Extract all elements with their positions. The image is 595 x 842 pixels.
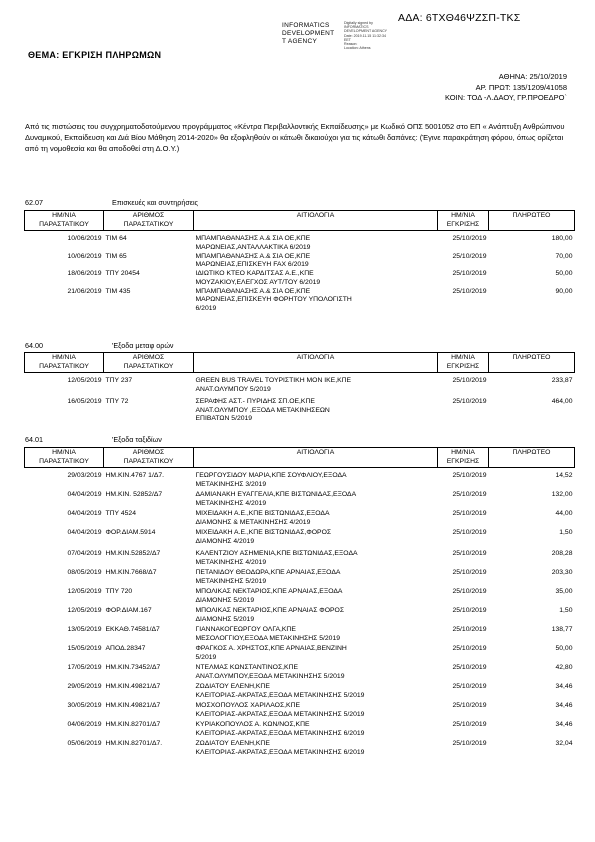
approval-date: 25/10/2019 bbox=[452, 491, 487, 498]
table-row bbox=[25, 529, 575, 550]
approval-date: 25/10/2019 bbox=[452, 664, 487, 671]
col-amount: ΠΛΗΡΩΤΕΟ bbox=[489, 211, 575, 231]
doc-date: 10/06/2019 bbox=[67, 235, 102, 242]
amount: 50,00 bbox=[555, 645, 573, 652]
approval-date: 25/10/2019 bbox=[452, 588, 487, 595]
place-date: ΑΘΗΝΑ: 25/10/2019 bbox=[498, 72, 567, 81]
doc-number: ΕΚΚΑΘ.74581/Δ7 bbox=[105, 626, 160, 633]
amount: 203,30 bbox=[551, 569, 573, 576]
amount: 1,50 bbox=[559, 607, 573, 614]
amount: 70,00 bbox=[555, 252, 573, 260]
description: ΓΕΩΡΓΟΥΣΙΔΟΥ ΜΑΡΙΑ,ΚΠΕ ΣΟΥΦΛΙΟΥ,ΕΞΟΔΑ ΜΕΤΑΚΙΝΗΣΗΣ 3/2019 bbox=[195, 472, 347, 488]
approval-date: 25/10/2019 bbox=[452, 550, 487, 557]
description: ΖΩΔΙΑΤΟΥ ΕΛΕΝΗ,ΚΠΕ ΚΛΕΙΤΟΡΙΑΣ-ΑΚΡΑΤΑΣ,ΕΞΟΔΑ ΜΕΤΑΚΙΝΗΣΗΣ 5/2019 bbox=[195, 683, 365, 699]
protocol-number: ΑΡ. ΠΡΩΤ: 135/1209/41058 bbox=[475, 82, 567, 92]
col-doc-date: ΗΜ/ΝΙΑ ΠΑΡΑΣΤΑΤΙΚΟΥ bbox=[25, 211, 104, 231]
description: ΜΠΟΛΙΚΑΣ ΝΕΚΤΑΡΙΟΣ,ΚΠΕ ΑΡΝΑΙΑΣ,ΕΞΟΔΑ ΔΙΑΜΟΝΗΣ 5/2019 bbox=[195, 588, 343, 604]
payments-table bbox=[24, 210, 575, 313]
doc-date: 04/04/2019 bbox=[67, 529, 102, 536]
doc-number: ΤΙΜ 65 bbox=[105, 252, 127, 260]
amount: 34,46 bbox=[555, 702, 573, 709]
description: ΜΠΟΛΙΚΑΣ ΝΕΚΤΑΡΙΟΣ,ΚΠΕ ΑΡΝΑΙΑΣ ΦΟΡΟΣ ΔΙΑΜΟΝΗΣ 5/2019 bbox=[195, 607, 345, 623]
amount: 180,00 bbox=[551, 235, 573, 242]
table-row bbox=[25, 491, 575, 510]
doc-number: ΦΟΡ.ΔΙΑΜ.5914 bbox=[105, 529, 156, 536]
table-row bbox=[25, 588, 575, 607]
approval-date: 25/10/2019 bbox=[452, 235, 487, 242]
approval-date: 25/10/2019 bbox=[452, 702, 487, 709]
approval-date: 25/10/2019 bbox=[452, 510, 487, 517]
approval-date: 25/10/2019 bbox=[452, 683, 487, 690]
doc-number: ΤΙΜ 435 bbox=[105, 287, 131, 295]
table-row bbox=[25, 626, 575, 645]
col-approval-date: ΗΜ/ΝΙΑ ΕΓΚΡΙΣΗΣ bbox=[438, 448, 489, 468]
section-title: 'Εξοδα μεταφ ορών bbox=[112, 341, 174, 350]
ada-code: ΑΔΑ: 6ΤΧΘ46ΨΖΣΠ-ΤΚΣ bbox=[398, 12, 521, 24]
doc-date: 05/06/2019 bbox=[67, 740, 102, 747]
doc-date: 29/03/2019 bbox=[67, 472, 102, 479]
table-row bbox=[25, 377, 575, 398]
doc-date: 07/04/2019 bbox=[67, 550, 102, 557]
description: ΔΑΜΙΑΝΑΚΗ ΕΥΑΓΓΕΛΙΑ,ΚΠΕ ΒΙΣΤΩΝΙΔΑΣ,ΕΞΟΔΑ ΜΕΤΑΚΙΝΗΣΗΣ 4/2019 bbox=[195, 491, 357, 507]
doc-number: ΤΠΥ 4524 bbox=[105, 510, 136, 517]
section-code: 62.07 bbox=[25, 198, 43, 207]
description: ΝΤΕΛΜΑΣ ΚΩΝΣΤΑΝΤΙΝΟΣ,ΚΠΕ ΑΝΑΤ.ΟΛΥΜΠΟΥ,ΕΞΟΔΑ ΜΕΤΑΚΙΝΗΣΗΣ 5/2019 bbox=[195, 664, 345, 680]
col-doc-number: ΑΡΙΘΜΟΣ ΠΑΡΑΣΤΑΤΙΚΟΥ bbox=[104, 211, 194, 231]
description: ΜΟΣΧΟΠΟΥΛΟΣ ΧΑΡΙΛΑΟΣ,ΚΠΕ ΚΛΕΙΤΟΡΙΑΣ-ΑΚΡΑΤΑΣ,ΕΞΟΔΑ ΜΕΤΑΚΙΝΗΣΗΣ 5/2019 bbox=[195, 702, 365, 718]
approval-date: 25/10/2019 bbox=[452, 626, 487, 633]
table-row bbox=[25, 569, 575, 588]
doc-date: 30/05/2019 bbox=[67, 702, 102, 709]
description: ΖΩΔΙΑΤΟΥ ΕΛΕΝΗ,ΚΠΕ ΚΛΕΙΤΟΡΙΑΣ-ΑΚΡΑΤΑΣ,ΕΞΟΔΑ ΜΕΤΑΚΙΝΗΣΗΣ 6/2019 bbox=[195, 740, 365, 756]
description: ΠΕΤΑΝΙΔΟΥ ΘΕΟΔΩΡΑ,ΚΠΕ ΑΡΝΑΙΑΣ,ΕΞΟΔΑ ΜΕΤΑΚΙΝΗΣΗΣ 5/2019 bbox=[195, 569, 341, 585]
doc-number: ΤΠΥ 237 bbox=[105, 377, 133, 384]
description: ΜΙΧΕΙΔΑΚΗ Α.Ε.,ΚΠΕ ΒΙΣΤΩΝΙΔΑΣ,ΦΟΡΟΣ ΔΙΑΜΟΝΗΣ 4/2019 bbox=[195, 529, 332, 545]
col-approval-date: ΗΜ/ΝΙΑ ΕΓΚΡΙΣΗΣ bbox=[438, 353, 489, 373]
col-doc-number: ΑΡΙΘΜΟΣ ΠΑΡΑΣΤΑΤΙΚΟΥ bbox=[104, 448, 194, 468]
intro-paragraph: Από τις πιστώσεις του συγχρηματοδοτούμενου προγράμματος «Κέντρα Περιβαλλοντικής Εκπαίδευσης» με Κωδικό ΟΠΣ 5001052 στο ΕΠ « Ανάπτυξη Ανθρώπινου Δυναμικού, Εκπαίδευση και Διά Βίου Μάθηση 2014-2020» θα εξοφληθούν οι κάτωθι δικαιούχοι για τις κάτωθι δαπάνες: (Έγινε παρακράτηση φόρου, όπως ορίζεται από τη νομοθεσία και θα αποδοθεί στη Δ.Ο.Υ.) bbox=[25, 122, 565, 153]
doc-number: ΤΙΜ 64 bbox=[105, 235, 127, 242]
table-row bbox=[25, 740, 575, 759]
approval-date: 25/10/2019 bbox=[452, 398, 487, 405]
table-row bbox=[25, 550, 575, 569]
signature-details bbox=[344, 21, 387, 50]
table-row bbox=[25, 645, 575, 664]
amount: 44,00 bbox=[555, 510, 573, 517]
description: ΜΠΑΜΠΑΘΑΝΑΣΗΣ Α.& ΣΙΑ ΟΕ,ΚΠΕ ΜΑΡΩΝΕΙΑΣ,ΕΠΙΣΚΕΥΗ FAX 6/2019 bbox=[195, 252, 311, 269]
doc-date: 08/05/2019 bbox=[67, 569, 102, 576]
col-description: ΑΙΤΙΟΛΟΓΙΑ bbox=[194, 353, 438, 373]
doc-date: 12/05/2019 bbox=[67, 377, 102, 384]
agency-line: DEVELOPMENT bbox=[282, 30, 335, 37]
description: ΙΔΙΩΤΙΚΟ ΚΤΕΟ ΚΑΡΔΙΤΣΑΣ Α.Ε.,ΚΠΕ ΜΟΥΖΑΚΙΟΥ,ΕΛΕΓΧΟΣ ΑΥΤ/ΤΟΥ 6/2019 bbox=[195, 270, 321, 286]
description: ΚΥΡΙΑΚΟΠΟΥΛΟΣ Α. ΚΩΝ/ΝΟΣ,ΚΠΕ ΚΛΕΙΤΟΡΙΑΣ-ΑΚΡΑΤΑΣ,ΕΞΟΔΑ ΜΕΤΑΚΙΝΗΣΗΣ 6/2019 bbox=[195, 721, 365, 737]
doc-date: 12/05/2019 bbox=[67, 607, 102, 614]
doc-number: ΗΜ.ΚΙΝ.49821/Δ7 bbox=[105, 702, 161, 709]
approval-date: 25/10/2019 bbox=[452, 287, 487, 295]
doc-number: ΤΠΥ 720 bbox=[105, 588, 133, 595]
table-row bbox=[25, 253, 575, 271]
amount: 90,00 bbox=[555, 287, 573, 295]
section-title: Επισκευές και συντηρήσεις bbox=[112, 198, 199, 207]
approval-date: 25/10/2019 bbox=[452, 529, 487, 536]
doc-number: ΗΜ.ΚΙΝ.82701/Δ7. bbox=[105, 740, 163, 747]
col-doc-number: ΑΡΙΘΜΟΣ ΠΑΡΑΣΤΑΤΙΚΟΥ bbox=[104, 353, 194, 373]
table-row bbox=[25, 472, 575, 491]
amount: 208,28 bbox=[551, 550, 573, 557]
description: ΜΙΧΕΙΔΑΚΗ Α.Ε.,ΚΠΕ ΒΙΣΤΩΝΙΔΑΣ,ΕΞΟΔΑ ΔΙΑΜΟΝΗΣ & ΜΕΤΑΚΙΝΗΣΗΣ 4/2019 bbox=[195, 510, 330, 526]
signature-detail-line: Date: 2019.11.15 11:32:34 bbox=[344, 33, 387, 38]
doc-number: ΤΠΥ 72 bbox=[105, 398, 129, 405]
table-row bbox=[25, 235, 575, 253]
col-approval-date: ΗΜ/ΝΙΑ ΕΓΚΡΙΣΗΣ bbox=[438, 211, 489, 231]
signature-detail-line: DEVELOPMENT AGENCY bbox=[344, 29, 388, 34]
table-row bbox=[25, 664, 575, 683]
doc-number: ΗΜ.ΚΙΝ.7668/Δ7 bbox=[105, 569, 157, 576]
payments-table bbox=[24, 447, 575, 759]
signature-detail-line: INFORMATICS bbox=[344, 25, 369, 30]
description: ΚΑΛΕΝΤΖΙΟΥ ΑΣΗΜΕΝΙΑ,ΚΠΕ ΒΙΣΤΩΝΙΔΑΣ,ΕΞΟΔΑ ΜΕΤΑΚΙΝΗΣΗΣ 4/2019 bbox=[195, 550, 358, 566]
doc-date: 04/04/2019 bbox=[67, 491, 102, 498]
doc-number: ΑΠΟΔ.28347 bbox=[105, 645, 146, 652]
amount: 14,52 bbox=[555, 472, 573, 479]
col-amount: ΠΛΗΡΩΤΕΟ bbox=[489, 448, 575, 468]
section-code: 64.01 bbox=[25, 435, 43, 444]
amount: 1,50 bbox=[559, 529, 573, 536]
approval-date: 25/10/2019 bbox=[452, 740, 487, 747]
signature-detail-line: Reason: bbox=[344, 42, 358, 47]
description: ΣΕΡΑΦΗΣ ΑΣΤ.- ΠΥΡΙΔΗΣ ΣΠ.ΟΕ,ΚΠΕ ΑΝΑΤ.ΟΛΥΜΠΟΥ ,ΕΞΟΔΑ ΜΕΤΑΚΙΝΗΣΕΩΝ ΕΠΙΒΑΤΩΝ 5/2019 bbox=[195, 398, 330, 423]
description: GREEN BUS TRAVEL ΤΟΥΡΙΣΤΙΚΗ ΜΟΝ ΙΚΕ,ΚΠΕ ΑΝΑΤ.ΟΛΥΜΠΟΥ 5/2019 bbox=[195, 377, 352, 393]
doc-date: 13/05/2019 bbox=[67, 626, 102, 633]
document-meta bbox=[445, 72, 567, 104]
doc-date: 12/05/2019 bbox=[67, 588, 102, 595]
doc-number: ΗΜ.ΚΙΝ.52852/Δ7 bbox=[105, 550, 161, 557]
description: ΓΙΑΝΝΑΚΟΓΕΩΡΓΟΥ ΟΛΓΑ,ΚΠΕ ΜΕΣΟΛΟΓΓΙΟΥ,ΕΞΟΔΑ ΜΕΤΑΚΙΝΗΣΗΣ 5/2019 bbox=[195, 626, 341, 642]
col-doc-date: ΗΜ/ΝΙΑ ΠΑΡΑΣΤΑΤΙΚΟΥ bbox=[25, 353, 104, 373]
table-row bbox=[25, 288, 575, 314]
doc-number: ΤΠΥ 20454 bbox=[105, 270, 140, 277]
col-doc-date: ΗΜ/ΝΙΑ ΠΑΡΑΣΤΑΤΙΚΟΥ bbox=[25, 448, 104, 468]
amount: 464,00 bbox=[551, 398, 573, 405]
doc-number: ΗΜ.ΚΙΝ.49821/Δ7 bbox=[105, 683, 161, 690]
approval-date: 25/10/2019 bbox=[452, 377, 487, 384]
approval-date: 25/10/2019 bbox=[452, 252, 487, 260]
table-row bbox=[25, 398, 575, 424]
doc-number: ΦΟΡ.ΔΙΑΜ.167 bbox=[105, 607, 152, 614]
col-description: ΑΙΤΙΟΛΟΓΙΑ bbox=[194, 211, 438, 231]
amount: 34,46 bbox=[555, 721, 573, 728]
section-title: 'Εξοδα ταξιδίων bbox=[112, 435, 162, 444]
amount: 50,00 bbox=[555, 270, 573, 277]
table-row bbox=[25, 702, 575, 721]
table-row bbox=[25, 607, 575, 626]
agency-line: T AGENCY bbox=[282, 38, 318, 45]
table-row bbox=[25, 721, 575, 740]
table-header-row bbox=[25, 353, 575, 373]
signature-detail-line: Location: Athens bbox=[344, 46, 371, 51]
payments-table bbox=[24, 352, 575, 424]
signature-agency-name bbox=[282, 22, 334, 46]
doc-date: 10/06/2019 bbox=[67, 252, 102, 260]
doc-number: ΗΜ.ΚΙΝ.82701/Δ7 bbox=[105, 721, 161, 728]
doc-date: 04/04/2019 bbox=[67, 510, 102, 517]
table-row bbox=[25, 270, 575, 288]
doc-date: 04/06/2019 bbox=[67, 721, 102, 728]
amount: 34,46 bbox=[555, 683, 573, 690]
col-description: ΑΙΤΙΟΛΟΓΙΑ bbox=[194, 448, 438, 468]
amount: 35,00 bbox=[555, 588, 573, 595]
approval-date: 25/10/2019 bbox=[452, 607, 487, 614]
table-row bbox=[25, 683, 575, 702]
amount: 132,00 bbox=[551, 491, 573, 498]
recipient: ΚΟΙΝ: ΤΟΔ -Λ.ΔΑΟΥ, ΓΡ.ΠΡΟΕΔΡΟ` bbox=[444, 93, 567, 102]
description: ΦΡΑΓΚΟΣ Α. ΧΡΗΣΤΟΣ,ΚΠΕ ΑΡΝΑΙΑΣ,ΒΕΝΖΙΝΗ 5/2019 bbox=[195, 645, 347, 661]
table-header-row bbox=[25, 211, 575, 231]
agency-line: INFORMATICS bbox=[282, 22, 330, 29]
approval-date: 25/10/2019 bbox=[452, 472, 487, 479]
approval-date: 25/10/2019 bbox=[452, 569, 487, 576]
approval-date: 25/10/2019 bbox=[452, 721, 487, 728]
doc-date: 21/06/2019 bbox=[67, 287, 102, 295]
doc-date: 16/05/2019 bbox=[67, 398, 102, 405]
amount: 233,87 bbox=[551, 377, 573, 384]
amount: 42,80 bbox=[555, 664, 573, 671]
signature-detail-line: EET bbox=[344, 37, 351, 42]
doc-date: 15/05/2019 bbox=[67, 645, 102, 652]
amount: 138,77 bbox=[551, 626, 573, 633]
doc-number: ΗΜ.ΚΙΝ. 52852/Δ7 bbox=[105, 491, 163, 498]
approval-date: 25/10/2019 bbox=[452, 645, 487, 652]
doc-date: 29/05/2019 bbox=[67, 683, 102, 690]
table-header-row bbox=[25, 448, 575, 468]
doc-number: ΗΜ.ΚΙΝ.73452/Δ7 bbox=[105, 664, 161, 671]
table-row bbox=[25, 510, 575, 529]
doc-date: 18/06/2019 bbox=[67, 270, 102, 277]
description: ΜΠΑΜΠΑΘΑΝΑΣΗΣ Α.& ΣΙΑ ΟΕ,ΚΠΕ ΜΑΡΩΝΕΙΑΣ,ΑΝΤΑΛΛΑΚΤΙΚΑ 6/2019 bbox=[195, 235, 311, 251]
doc-date: 17/05/2019 bbox=[67, 664, 102, 671]
col-amount: ΠΛΗΡΩΤΕΟ bbox=[489, 353, 575, 373]
doc-number: ΗΜ.ΚΙΝ.4767 1/Δ7. bbox=[105, 472, 165, 479]
description: ΜΠΑΜΠΑΘΑΝΑΣΗΣ Α.& ΣΙΑ ΟΕ,ΚΠΕ ΜΑΡΩΝΕΙΑΣ,ΕΠΙΣΚΕΥΗ ΦΟΡΗΤΟΥ ΥΠΟΛΟΓΙΣΤΗ 6/2019 bbox=[195, 287, 352, 312]
approval-date: 25/10/2019 bbox=[452, 270, 487, 277]
amount: 32,04 bbox=[555, 740, 573, 747]
document-subject: ΘΕΜΑ: ΕΓΚΡΙΣΗ ΠΛΗΡΩΜΩΝ bbox=[28, 50, 162, 60]
section-code: 64.00 bbox=[25, 341, 43, 350]
signature-detail-line: Digitally signed by bbox=[344, 21, 373, 25]
